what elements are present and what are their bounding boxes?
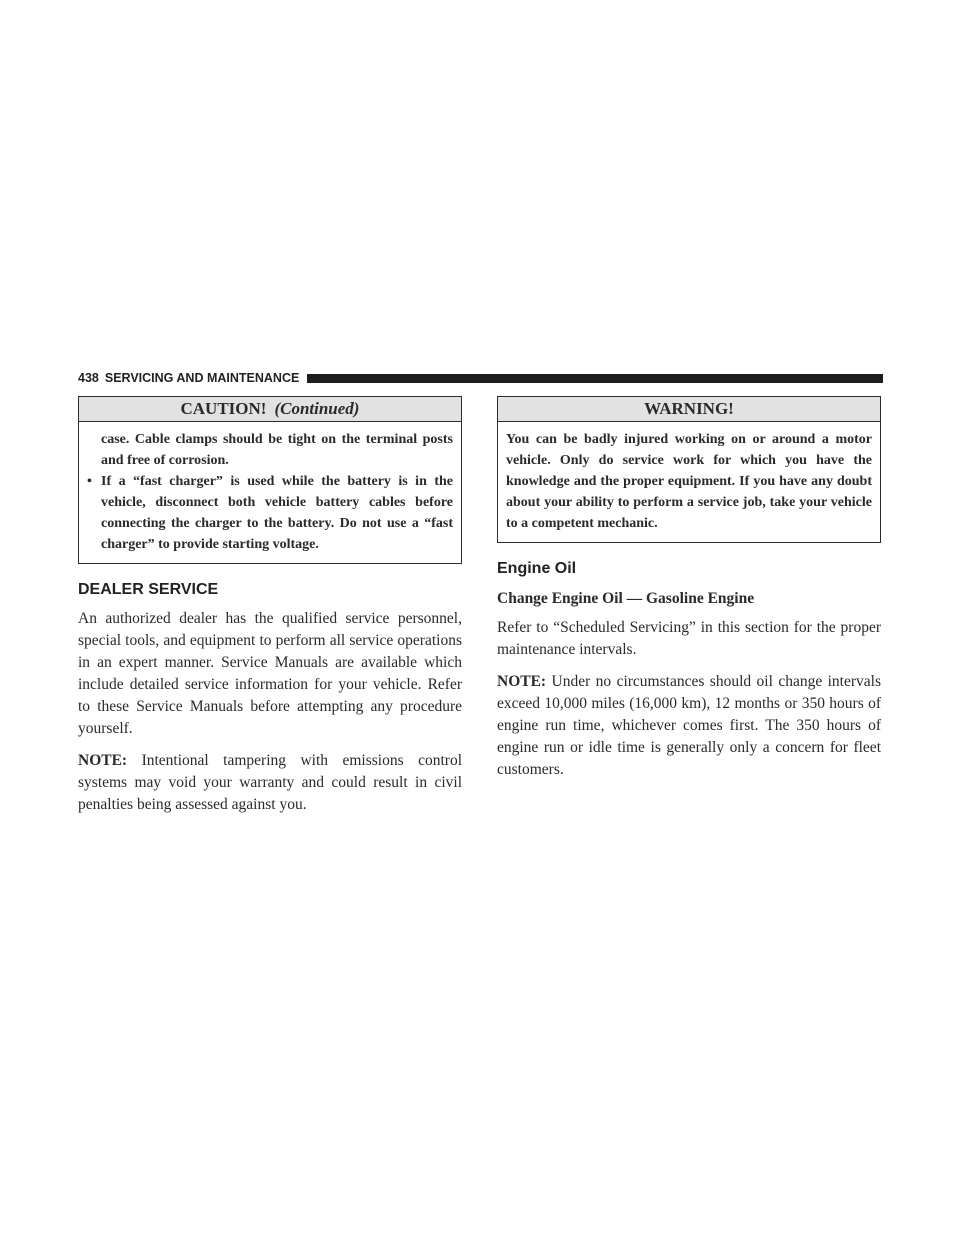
right-column [497,396,881,791]
engine-oil-heading: Engine Oil [497,560,577,577]
dealer-service-heading: DEALER SERVICE [78,581,219,598]
engine-oil-note [497,671,881,781]
header-rule [307,374,883,383]
page-number: 438 [78,371,99,385]
left-column [78,396,462,826]
caution-bullet-text: If a “fast charger” is used while the battery is in the vehicle, disconnect both vehicle battery cables before connecting the charger to the battery. Do not use a “fast charger” to provide starting voltage. [101,474,453,552]
caution-box [78,396,462,564]
note-label: NOTE: [78,752,128,769]
change-oil-subheading: Change Engine Oil — Gasoline Engine [497,590,755,607]
warning-box [497,396,881,543]
caution-continuation-text: case. Cable clamps should be tight on the terminal posts and free of corrosion. [101,432,453,468]
note-text: Under no circumstances should oil change intervals exceed 10,000 miles (16,000 km), 12 months or 350 hours of engine run time, whichever comes first. The 350 hours of engine run or idle time is generally only a concern for fleet customers. [497,673,881,778]
warning-title: WARNING! [644,399,734,418]
note-label: NOTE: [497,673,547,690]
warning-header [498,397,880,422]
caution-header [79,397,461,422]
caution-body [79,422,461,563]
section-name: SERVICING AND MAINTENANCE [104,371,300,385]
warning-body [498,422,880,542]
dealer-service-note [78,750,462,816]
caution-title: CAUTION! [180,399,267,418]
note-text: Intentional tampering with emissions control systems may void your warranty and could result in civil penalties being assessed against you. [78,752,463,813]
engine-oil-paragraph: Refer to “Scheduled Servicing” in this section for the proper maintenance intervals. [497,619,881,658]
warning-text: You can be badly injured working on or around a motor vehicle. Only do service work for which you have the knowledge and the proper equipment. If you have any doubt about your ability to perform a service job, take your vehicle to a competent mechanic. [506,432,872,531]
bullet-icon: • [87,474,92,489]
page-header [78,370,883,386]
caution-continued: (Continued) [274,399,360,418]
dealer-service-paragraph: An authorized dealer has the qualified service personnel, special tools, and equipment to perform all service operations in an expert manner. Service Manuals are available which include detailed service information for your vehicle. Refer to these Service Manuals before attempting any procedure yourself. [78,610,462,737]
caution-bullet-item [87,471,453,555]
